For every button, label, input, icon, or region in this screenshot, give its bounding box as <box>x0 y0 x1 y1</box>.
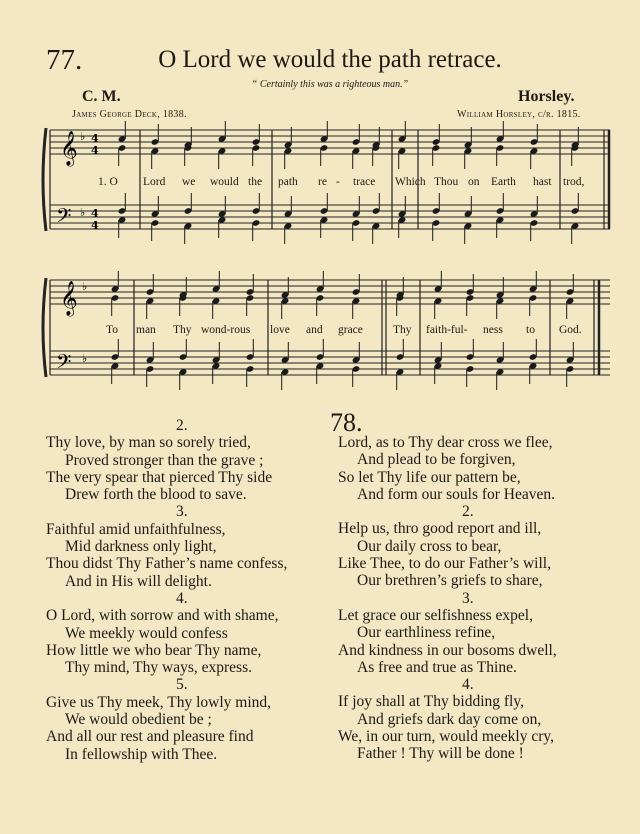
verse-line: And form our souls for Heaven. <box>357 485 556 503</box>
verse-line: Father ! Thy will be done ! <box>357 745 524 763</box>
lyric-syllable: Thou <box>434 176 459 188</box>
verse-line: Our brethren’s griefs to share, <box>357 572 543 590</box>
verse-line: How little we who bear Thy name, <box>46 641 262 659</box>
verse-number: 2. <box>176 417 188 434</box>
composer-credit: William Horsley, c/r. 1815. <box>457 109 581 120</box>
lyric-syllable: Thy <box>173 324 192 336</box>
svg-text:4: 4 <box>91 144 99 157</box>
svg-text:4: 4 <box>91 132 99 145</box>
verse-line: As free and true as Thine. <box>357 658 517 676</box>
lyric-syllable: on <box>468 176 480 188</box>
svg-text:4: 4 <box>91 207 99 220</box>
verse-number: 2. <box>462 503 474 521</box>
lyric-syllable: hast <box>533 176 552 188</box>
verse-line: And all our rest and pleasure find <box>46 728 254 746</box>
verse-line: Mid darkness only light, <box>65 538 217 556</box>
hymn-78-number: 78. <box>330 408 363 437</box>
verse-line: Thy mind, Thy ways, express. <box>65 659 252 677</box>
hymn-title: O Lord we would the path retrace. <box>158 46 502 73</box>
lyric-syllable: 1. O <box>98 176 118 188</box>
verse-number: 3. <box>462 589 474 607</box>
barlines <box>50 280 599 375</box>
lyric-syllable: grace <box>338 324 363 336</box>
barlines <box>50 130 609 229</box>
verse-line: If joy shall at Thy bidding fly, <box>338 693 524 711</box>
verse-line: Help us, thro good report and ill, <box>338 520 542 538</box>
lyric-syllable: Thy <box>393 324 412 336</box>
lyric-syllable: re <box>318 176 327 188</box>
lyric-syllable: wond-rous <box>201 324 251 336</box>
hymn-number: 77. <box>46 44 83 76</box>
verse-line: Lord, as to Thy dear cross we flee, <box>338 434 553 451</box>
lyric-syllable: Earth <box>491 176 516 188</box>
verses-left <box>46 417 287 763</box>
lyric-syllable: To <box>106 324 118 336</box>
verse-line: We meekly would confess <box>65 624 228 642</box>
lyric-syllable: we <box>182 176 196 188</box>
bass-clef-icon: 𝄢 <box>56 204 72 232</box>
verse-line: Thou didst Thy Father’s name confess, <box>46 555 288 573</box>
verse-line: We, in our turn, would meekly cry, <box>338 728 554 746</box>
verse-line: In fellowship with Thee. <box>65 745 218 763</box>
verse-line: The very spear that pierced Thy side <box>46 468 273 486</box>
svg-text:♭: ♭ <box>80 206 86 219</box>
epigraph: “ Certainly this was a righteous man.” <box>251 79 409 90</box>
verse-line: And plead to be forgiven, <box>357 451 516 469</box>
verses-right <box>338 434 557 763</box>
verse-number: 3. <box>176 503 188 521</box>
lyric-syllable: Lord <box>143 176 166 188</box>
verse-line: Drew forth the blood to save. <box>65 486 247 504</box>
treble-clef-icon: 𝄞 <box>60 131 78 166</box>
lyric-syllable: Which <box>395 176 426 188</box>
svg-text:4: 4 <box>91 219 99 232</box>
lyric-syllable: God. <box>559 324 582 336</box>
verse-line: And in His will delight. <box>65 572 212 590</box>
verse-line: Faithful amid unfaithfulness, <box>46 520 226 538</box>
verse-line: Our daily cross to bear, <box>357 537 502 555</box>
svg-text:♭: ♭ <box>82 280 88 293</box>
bass-staff <box>50 205 610 229</box>
lyric-syllable: path <box>278 176 298 188</box>
lyric-syllable: would <box>210 176 239 188</box>
lyric-syllable: man <box>136 324 156 336</box>
verse-line: And griefs dark day come on, <box>357 710 542 728</box>
verse-line: We would obedient be ; <box>65 711 212 729</box>
verse-line: So let Thy life our pattern be, <box>338 468 521 486</box>
bass-clef-icon: 𝄢 <box>56 350 72 378</box>
lyric-syllable: to <box>526 324 535 336</box>
lyric-syllable: trod, <box>563 176 585 188</box>
verse-line: Our earthliness refine, <box>357 624 496 642</box>
treble-clef-icon: 𝄞 <box>60 281 78 316</box>
svg-text:♭: ♭ <box>80 130 86 143</box>
lyric-syllable: trace <box>353 176 376 188</box>
tune-name: Horsley. <box>518 88 575 105</box>
lyric-syllable: the <box>248 176 263 188</box>
verse-line: Let grace our selfishness expel, <box>338 606 533 624</box>
verse-line: Give us Thy meek, Thy lowly mind, <box>46 693 272 711</box>
verse-number: 4. <box>462 676 474 694</box>
verse-line: O Lord, with sorrow and with shame, <box>46 607 279 625</box>
author-credit: James George Deck, 1838. <box>72 109 187 120</box>
lyric-syllable: - <box>336 176 340 188</box>
verse-line: Like Thee, to do our Father’s will, <box>338 555 551 573</box>
verse-line: And kindness in our bosoms dwell, <box>338 641 557 659</box>
lyric-syllable: ness <box>483 324 503 336</box>
lyric-syllable: and <box>306 324 323 336</box>
svg-text:♭: ♭ <box>82 352 88 365</box>
lyric-syllable: love <box>270 324 290 336</box>
lyric-syllable: faith-ful- <box>426 324 468 336</box>
treble-staff <box>50 130 610 154</box>
verse-number: 5. <box>176 676 188 694</box>
verse-line: Thy love, by man so sorely tried, <box>46 434 251 452</box>
meter-label: C. M. <box>82 88 121 105</box>
verse-number: 4. <box>176 589 188 607</box>
verse-line: Proved stronger than the grave ; <box>65 451 264 469</box>
